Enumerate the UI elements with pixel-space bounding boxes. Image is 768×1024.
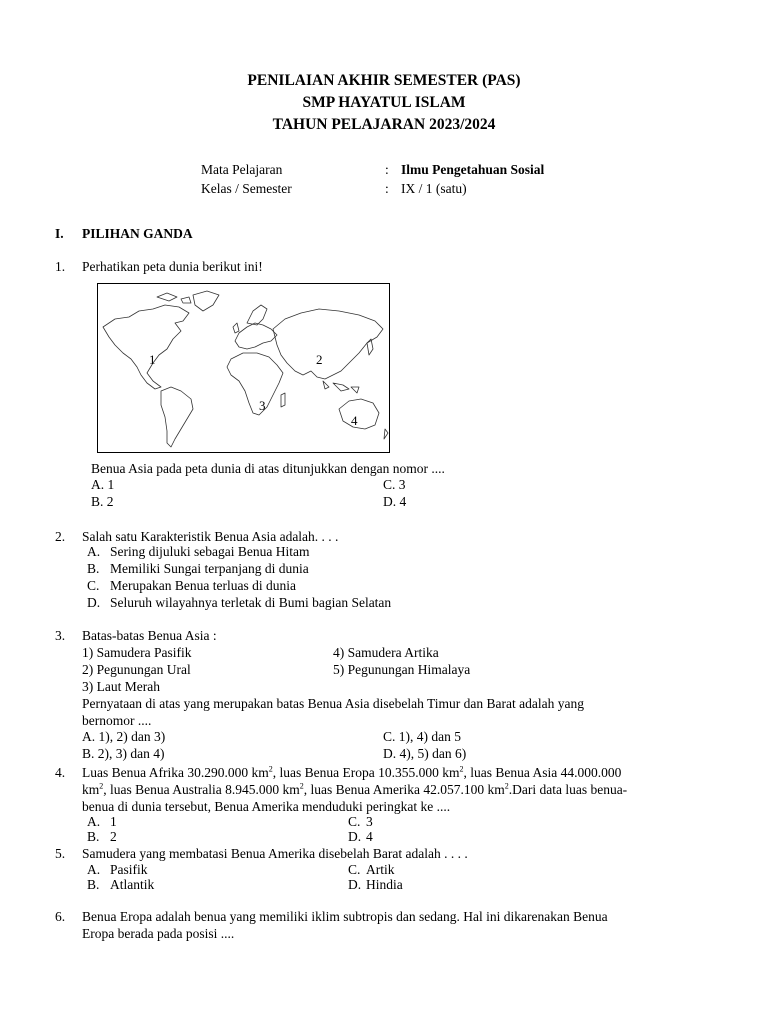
q1-text: Perhatikan peta dunia berikut ini! xyxy=(82,259,263,274)
map-label-4: 4 xyxy=(351,413,358,428)
q2-number: 2. xyxy=(55,529,66,544)
q5-option-b-letter: B. xyxy=(87,877,100,892)
q6-line2: Eropa berada pada posisi .... xyxy=(82,926,235,941)
q2-option-b-letter: B. xyxy=(87,561,100,576)
q5-option-c-letter: C. xyxy=(348,862,361,877)
q6-number: 6. xyxy=(55,909,66,924)
q5-option-a-letter: A. xyxy=(87,862,101,877)
q3-number: 3. xyxy=(55,628,66,643)
subject-colon: : xyxy=(385,162,389,177)
q3-question-line1: Pernyataan di atas yang merupakan batas Benua Asia disebelah Timur dan Barat adalah yang xyxy=(82,696,584,711)
q5-option-d-letter: D. xyxy=(348,877,362,892)
q1-number: 1. xyxy=(55,259,66,274)
q4-line2: $km^2$, luas Benua Australia 8.945.000 $km^2$, luas Benua Amerika 42.057.100 $km^2.Dari$ data luas benua- xyxy=(82,781,628,797)
q3-item-3: 3) Laut Merah xyxy=(82,679,160,694)
q3-item-2: 2) Pegunungan Ural xyxy=(82,662,191,677)
section-number: I. xyxy=(55,226,64,241)
q3-item-4: 4) Samudera Artika xyxy=(333,645,439,660)
q5-option-b-text: Atlantik xyxy=(110,877,155,892)
q3-text: Batas-batas Benua Asia : xyxy=(82,628,217,643)
q4-option-d-letter: D. xyxy=(348,829,362,844)
q4-number: 4. xyxy=(55,765,66,780)
map-label-1: 1 xyxy=(149,352,156,367)
q6-line1: Benua Eropa adalah benua yang memiliki iklim subtropis dan sedang. Hal ini dikarenakan Benua xyxy=(82,909,608,924)
subject-label: Mata Pelajaran xyxy=(201,162,283,177)
q2-option-c-text: Merupakan Benua terluas di dunia xyxy=(110,578,296,593)
q4-line3: benua di dunia tersebut, Benua Amerika menduduki peringkat ke .... xyxy=(82,799,451,814)
class-value: IX / 1 (satu) xyxy=(401,181,467,196)
q4-option-c-letter: C. xyxy=(348,814,361,829)
section-title: PILIHAN GANDA xyxy=(82,226,193,241)
class-label: Kelas / Semester xyxy=(201,181,292,196)
q2-option-d-text: Seluruh wilayahnya terletak di Bumi bagian Selatan xyxy=(110,595,392,610)
q2-option-c-letter: C. xyxy=(87,578,100,593)
q2-option-b-text: Memiliki Sungai terpanjang di dunia xyxy=(110,561,309,576)
q4-option-c-text: 3 xyxy=(366,814,373,829)
map-label-3: 3 xyxy=(259,398,266,413)
academic-year: TAHUN PELAJARAN 2023/2024 xyxy=(272,116,496,133)
q4-line1: Luas Benua Afrika 30.290.000 $km^2$, luas Benua Eropa 10.355.000 $km^2$, luas Benua Asia 44.000.000 xyxy=(82,764,622,780)
q1-option-b: B. 2 xyxy=(91,494,114,509)
q4-option-b-letter: B. xyxy=(87,829,100,844)
exam-title: PENILAIAN AKHIR SEMESTER (PAS) xyxy=(247,72,521,89)
q1-option-d: D. 4 xyxy=(383,494,407,509)
q3-question-line2: bernomor .... xyxy=(82,713,152,728)
q4-option-d-text: 4 xyxy=(366,829,373,844)
q5-option-a-text: Pasifik xyxy=(110,862,148,877)
q1-option-c: C. 3 xyxy=(383,477,406,492)
q4-option-b-text: 2 xyxy=(110,829,117,844)
map-frame xyxy=(98,284,390,453)
world-map xyxy=(97,283,390,453)
q5-number: 5. xyxy=(55,846,66,861)
q3-option-d: D. 4), 5) dan 6) xyxy=(383,746,467,761)
q2-option-a-letter: A. xyxy=(87,544,101,559)
q2-option-a-text: Sering dijuluki sebagai Benua Hitam xyxy=(110,544,310,559)
q5-option-c-text: Artik xyxy=(366,862,395,877)
subject-value: Ilmu Pengetahuan Sosial xyxy=(401,162,545,177)
q3-item-1: 1) Samudera Pasifik xyxy=(82,645,192,660)
q2-option-d-letter: D. xyxy=(87,595,101,610)
q1-option-a: A. 1 xyxy=(91,477,115,492)
q3-item-5: 5) Pegunungan Himalaya xyxy=(333,662,471,677)
school-name: SMP HAYATUL ISLAM xyxy=(302,94,466,111)
map-label-2: 2 xyxy=(316,352,323,367)
q4-option-a-letter: A. xyxy=(87,814,101,829)
q3-option-b: B. 2), 3) dan 4) xyxy=(82,746,165,761)
q5-option-d-text: Hindia xyxy=(366,877,403,892)
q3-option-c: C. 1), 4) dan 5 xyxy=(383,729,461,744)
q2-text: Salah satu Karakteristik Benua Asia adalah. . . . xyxy=(82,529,339,544)
q3-option-a: A. 1), 2) dan 3) xyxy=(82,729,166,744)
q1-question: Benua Asia pada peta dunia di atas ditunjukkan dengan nomor .... xyxy=(91,461,445,476)
class-colon: : xyxy=(385,181,389,196)
q4-option-a-text: 1 xyxy=(110,814,117,829)
q5-text: Samudera yang membatasi Benua Amerika disebelah Barat adalah . . . . xyxy=(82,846,468,861)
